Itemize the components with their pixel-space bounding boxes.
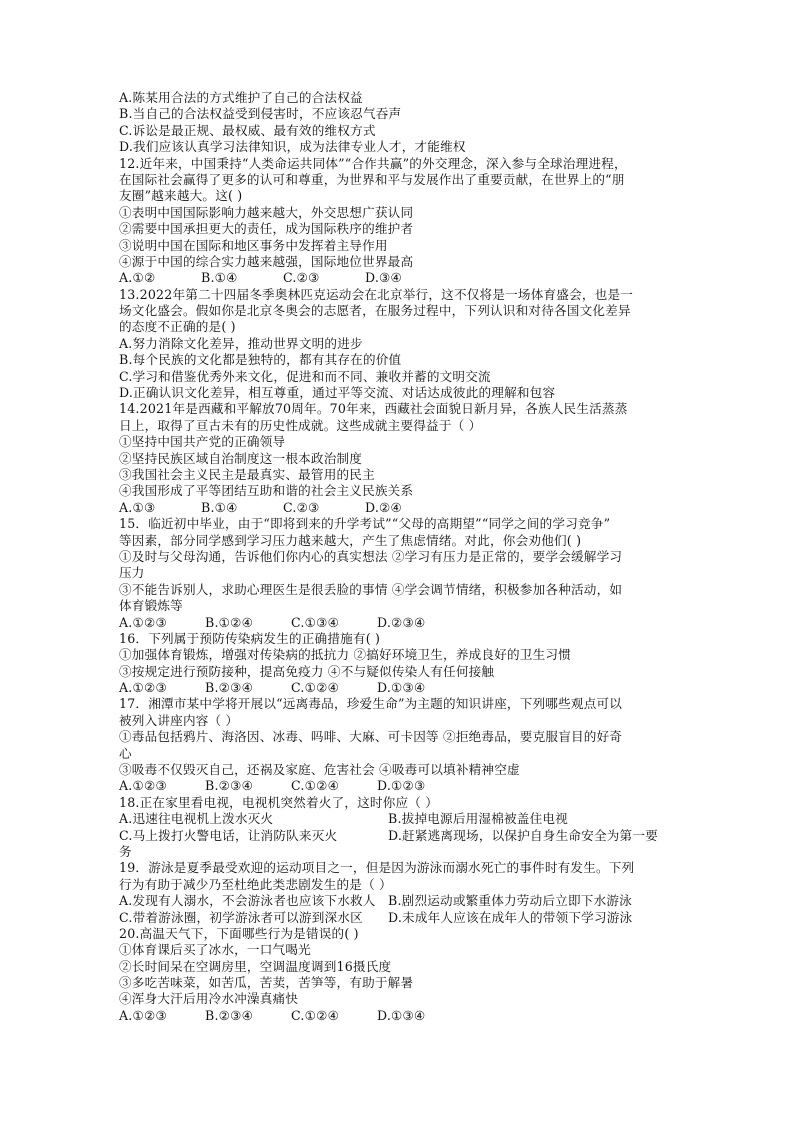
option-d: D.②③④ bbox=[377, 614, 426, 630]
question-14 bbox=[119, 401, 679, 516]
option-b: B.②③④ bbox=[205, 680, 254, 696]
option-b: B.每个民族的文化都是独特的，都有其存在的价值 bbox=[119, 352, 402, 368]
option-a: A.发现有人溺水，不会游泳者也应该下水救人 bbox=[119, 893, 376, 909]
option-c: C.诉讼是最正规、最权威、最有效的维权方式 bbox=[119, 122, 376, 138]
option-c: C.学习和借鉴优秀外来文化，促进和而不同、兼收并蓄的文明交流 bbox=[119, 368, 491, 384]
option-a: A.①② bbox=[119, 270, 156, 286]
option-a: A.陈某用合法的方式维护了自己的合法权益 bbox=[119, 90, 363, 105]
answer-options bbox=[119, 615, 679, 631]
statement-2: ②需要中国承担更大的责任，成为国际秩序的维护者 bbox=[119, 221, 414, 237]
answer-options-row-1 bbox=[119, 893, 679, 909]
question-stem: 17．湘潭市某中学将开展以“远离毒品，珍爱生命”为主题的知识讲座，下列哪些观点可以 bbox=[119, 696, 623, 712]
option-c: C.马上拨打火警电话，让消防队来灭火 bbox=[119, 827, 338, 843]
statement-1-2: ①及时与父母沟通，告诉他们你内心的真实想法 ②学习有压力是正常的，要学会缓解学习 bbox=[119, 548, 623, 564]
answer-options-row-2 bbox=[119, 828, 679, 844]
option-c: C.带着游泳圈，初学游泳者可以游到深水区 bbox=[119, 909, 363, 925]
statement-1-2: ①加强体育锻炼，增强对传染病的抵抗力 ②搞好环境卫生，养成良好的卫生习惯 bbox=[119, 647, 571, 663]
answer-options-row-2 bbox=[119, 910, 679, 926]
option-c: C.①②④ bbox=[291, 778, 340, 794]
statement-3: ③多吃苦味菜，如苦瓜，苦荬，苦笋等，有助于解暑 bbox=[119, 975, 414, 991]
statement-3-4: ③不能告诉别人，求助心理医生是很丢脸的事情 ④学会调节情绪，积极参加各种活动，如 bbox=[119, 581, 623, 597]
option-d: D.③④ bbox=[365, 270, 403, 286]
option-d: D.赶紧逃离现场，以保护自身生命安全为第一要 bbox=[388, 827, 658, 843]
option-b: B.拔掉电源后用湿棉被盖住电视 bbox=[388, 811, 568, 827]
answer-options bbox=[119, 1008, 679, 1024]
question-11-options bbox=[119, 90, 679, 156]
question-stem: 15．临近初中毕业，由于“即将到来的升学考试”“父母的高期望”“同学之间的学习竞争” bbox=[119, 516, 611, 532]
question-stem: 16．下列属于预防传染病发生的正确措施有( ) bbox=[119, 630, 381, 646]
question-stem: 13.2022年第二十四届冬季奥林匹克运动会在北京举行，这不仅将是一场体育盛会，也是一 bbox=[119, 286, 634, 302]
question-stem: 行为有助于减少乃至杜绝此类悲剧发生的是（ ） bbox=[119, 876, 392, 892]
question-20 bbox=[119, 926, 679, 1024]
statement-2: ②坚持民族区域自治制度这一根本政治制度 bbox=[119, 450, 363, 466]
exam-page bbox=[119, 90, 679, 1024]
option-d: D.我们应该认真学习法律知识，成为法律专业人才，才能维权 bbox=[119, 139, 466, 155]
option-d: D.①②③ bbox=[377, 778, 426, 794]
statement-3-4: ③吸毒不仅毁灭自己，还祸及家庭、危害社会 ④吸毒可以填补精神空虚 bbox=[119, 762, 520, 778]
statement-1-2-cont: 压力 bbox=[119, 565, 145, 581]
option-a: A.努力消除文化差异，推动世界文明的进步 bbox=[119, 335, 363, 351]
question-stem: 日上，取得了亘古未有的历史性成就。这些成就主要得益于（ ） bbox=[119, 417, 482, 433]
statement-3-4: ③按规定进行预防接种，提高免疫力 ④不与疑似传染人有任何接触 bbox=[119, 663, 495, 679]
option-c: C.①②④ bbox=[291, 1007, 340, 1023]
statement-1: ①表明中国国际影响力越来越大，外交思想广获认同 bbox=[119, 204, 414, 220]
option-b: B.当自己的合法权益受到侵害时，不应该忍气吞声 bbox=[119, 106, 402, 122]
question-stem: 19．游泳是夏季最受欢迎的运动项目之一，但是因为游泳而溺水死亡的事件时有发生。下列 bbox=[119, 860, 635, 876]
question-13 bbox=[119, 287, 679, 402]
option-c: C.②③ bbox=[283, 499, 320, 515]
statement-2: ②长时间呆在空调房里，空调温度调到16摄氏度 bbox=[119, 958, 392, 974]
question-17 bbox=[119, 696, 679, 794]
question-stem: 12.近年来，中国秉持“人类命运共同体”“合作共赢”的外交理念，深入参与全球治理进程， bbox=[119, 155, 627, 171]
question-stem: 等因素，部分同学感到学习压力越来越大，产生了焦虑情绪。对此，你会劝他们( ) bbox=[119, 532, 582, 548]
option-d: D.①③④ bbox=[377, 1007, 426, 1023]
option-c: C.①③④ bbox=[291, 614, 340, 630]
question-stem: 在国际社会赢得了更多的认可和尊重，为世界和平与发展作出了重要贡献，在世界上的“朋 bbox=[119, 171, 625, 187]
answer-options bbox=[119, 270, 679, 286]
statement-3: ③说明中国在国际和地区事务中发挥着主导作用 bbox=[119, 237, 388, 253]
option-a: A.①②③ bbox=[119, 778, 167, 794]
question-stem: 20.高温天气下，下面哪些行为是错误的( ) bbox=[119, 925, 359, 941]
statement-3: ③我国社会主义民主是最真实、最管用的民主 bbox=[119, 466, 375, 482]
option-b: B.②③④ bbox=[205, 1007, 254, 1023]
option-d-cont: 务 bbox=[119, 843, 132, 859]
option-a: A.①③ bbox=[119, 499, 156, 515]
question-18 bbox=[119, 795, 679, 861]
question-stem: 场文化盛会。假如你是北京冬奥会的志愿者，在服务过程中，下列认识和对待各国文化差异 bbox=[119, 303, 631, 319]
question-19 bbox=[119, 860, 679, 926]
option-a: A.①②③ bbox=[119, 1007, 167, 1023]
question-stem: 被列入讲座内容（ ） bbox=[119, 712, 239, 728]
answer-options bbox=[119, 778, 679, 794]
option-c: C.②③ bbox=[283, 270, 320, 286]
option-b: B.①②④ bbox=[205, 614, 254, 630]
question-stem: 的态度不正确的是( ) bbox=[119, 319, 236, 335]
statement-4: ④我国形成了平等团结互助和谐的社会主义民族关系 bbox=[119, 483, 414, 499]
option-b: B.②③④ bbox=[205, 778, 254, 794]
question-15 bbox=[119, 516, 679, 631]
option-a: A.迅速往电视机上泼水灭火 bbox=[119, 811, 274, 827]
question-12 bbox=[119, 156, 679, 287]
statement-4: ④浑身大汗后用冷水冲澡真痛快 bbox=[119, 991, 299, 1007]
statement-1-2: ①毒品包括鸦片、海洛因、冰毒、吗啡、大麻、可卡因等 ②拒绝毒品，要克服盲目的好奇 bbox=[119, 729, 623, 745]
option-d: D.未成年人应该在成年人的带领下学习游泳 bbox=[388, 909, 633, 925]
question-stem: 友圈”越来越大。这( ) bbox=[119, 188, 243, 204]
statement-3-4-cont: 体育锻炼等 bbox=[119, 598, 183, 614]
option-c: C.①②④ bbox=[291, 680, 340, 696]
option-b: B.①④ bbox=[201, 270, 238, 286]
option-b: B.剧烈运动或繁重体力劳动后立即下水游泳 bbox=[388, 893, 632, 909]
answer-options-row-1 bbox=[119, 811, 679, 827]
question-stem: 14.2021年是西藏和平解放70周年。70年来，西藏社会面貌日新月异，各族人民生活蒸蒸 bbox=[119, 401, 628, 417]
option-d: D.正确认识文化差异，相互尊重，通过平等交流、对话达成彼此的理解和包容 bbox=[119, 385, 556, 401]
question-16 bbox=[119, 631, 679, 697]
statement-1: ①体育课后买了冰水，一口气喝光 bbox=[119, 942, 311, 958]
statement-1-2-cont: 心 bbox=[119, 745, 132, 761]
answer-options bbox=[119, 500, 679, 516]
statement-4: ④源于中国的综合实力越来越强，国际地位世界最高 bbox=[119, 253, 414, 269]
option-a: A.①②③ bbox=[119, 614, 167, 630]
option-d: D.②④ bbox=[365, 499, 403, 515]
option-b: B.①④ bbox=[201, 499, 238, 515]
answer-options bbox=[119, 680, 679, 696]
option-d: D.①③④ bbox=[377, 680, 426, 696]
option-a: A.①②③ bbox=[119, 680, 167, 696]
question-stem: 18.正在家里看电视，电视机突然着火了，这时你应（ ） bbox=[119, 794, 439, 810]
statement-1: ①坚持中国共产党的正确领导 bbox=[119, 434, 286, 450]
